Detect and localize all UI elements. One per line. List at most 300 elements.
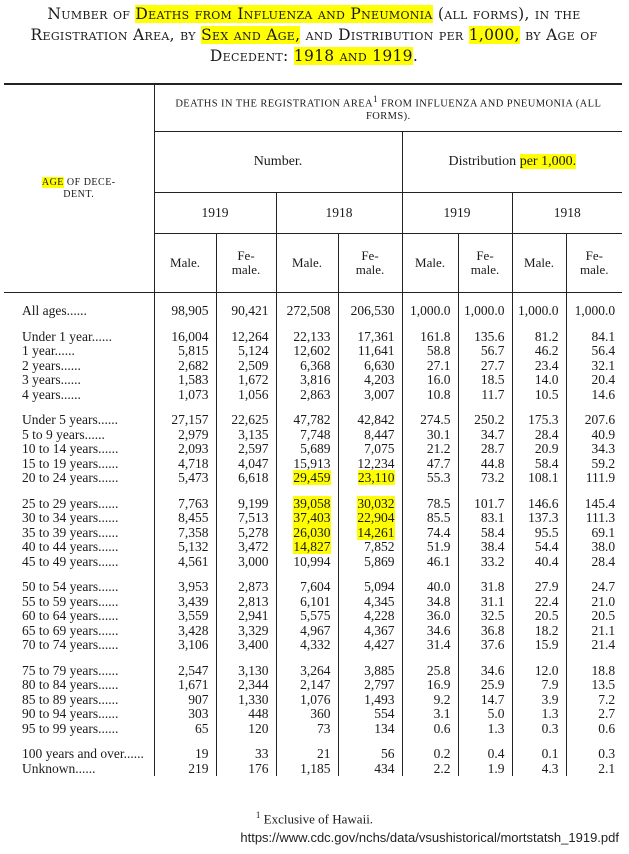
table-row bbox=[4, 678, 622, 693]
value-cell: 16,004 bbox=[154, 330, 216, 345]
value-cell: 1,493 bbox=[338, 693, 402, 708]
value-cell: 2,597 bbox=[216, 442, 276, 457]
value-cell: 272,508 bbox=[276, 304, 338, 319]
value-cell: 14,261 bbox=[338, 526, 402, 541]
table-row bbox=[4, 609, 622, 624]
table-row bbox=[4, 344, 622, 359]
value-cell: 3,130 bbox=[216, 664, 276, 679]
value-cell: 135.6 bbox=[458, 330, 512, 345]
value-cell: 7.9 bbox=[512, 678, 566, 693]
value-cell: 2.1 bbox=[566, 762, 622, 777]
value-cell: 11.7 bbox=[458, 388, 512, 403]
age-label: 30 to 34 years...... bbox=[22, 510, 119, 525]
age-label: 55 to 59 years...... bbox=[22, 593, 119, 609]
value-cell: 10,994 bbox=[276, 555, 338, 570]
table-row bbox=[4, 747, 622, 762]
value-cell: 28.4 bbox=[512, 428, 566, 443]
value-cell: 95.5 bbox=[512, 526, 566, 541]
table-row bbox=[4, 526, 622, 541]
value-cell: 6,101 bbox=[276, 595, 338, 610]
value-cell: 25.9 bbox=[458, 678, 512, 693]
value-cell: 2,941 bbox=[216, 609, 276, 624]
title-part: Number of bbox=[47, 5, 136, 23]
sex-header: Male. bbox=[512, 234, 566, 293]
value-cell: 14,827 bbox=[276, 540, 338, 555]
value-cell: 5,278 bbox=[216, 526, 276, 541]
table-row bbox=[4, 388, 622, 403]
footnote: $^1$ Exclusive of Hawaii. bbox=[255, 810, 374, 827]
title-part: (all forms), in the Registration Area, by bbox=[30, 5, 581, 44]
value-cell: 58.4 bbox=[458, 526, 512, 541]
table-row bbox=[4, 624, 622, 639]
value-cell: 7,748 bbox=[276, 428, 338, 443]
value-cell: 7,358 bbox=[154, 526, 216, 541]
age-label: 100 years and over...... bbox=[22, 746, 144, 761]
value-cell: 5,124 bbox=[216, 344, 276, 359]
title-highlight: 1918 and 1919 bbox=[293, 47, 413, 65]
value-cell: 161.8 bbox=[402, 330, 458, 345]
value-cell: 22,904 bbox=[338, 511, 402, 526]
value-cell: 1,185 bbox=[276, 762, 338, 777]
value-cell: 12,234 bbox=[338, 457, 402, 472]
value-cell: 18.5 bbox=[458, 373, 512, 388]
value-cell: 4,228 bbox=[338, 609, 402, 624]
value-cell: 7,513 bbox=[216, 511, 276, 526]
age-label: 35 to 39 years...... bbox=[22, 524, 119, 540]
sex-header: Fe- male. bbox=[566, 234, 622, 293]
value-cell: 34.6 bbox=[402, 624, 458, 639]
value-cell: 55.3 bbox=[402, 471, 458, 486]
value-cell: 6,618 bbox=[216, 471, 276, 486]
value-cell: 22.4 bbox=[512, 595, 566, 610]
age-label: 95 to 99 years...... bbox=[22, 720, 119, 736]
sex-header: Male. bbox=[402, 234, 458, 293]
value-cell: 32.1 bbox=[566, 359, 622, 374]
value-cell: 23,110 bbox=[338, 471, 402, 486]
age-label: 80 to 84 years...... bbox=[22, 677, 119, 692]
value-cell: 56.7 bbox=[458, 344, 512, 359]
table-row bbox=[4, 457, 622, 472]
table-body bbox=[4, 293, 622, 777]
value-cell: 22,133 bbox=[276, 330, 338, 345]
value-cell: 27.7 bbox=[458, 359, 512, 374]
value-cell: 10.5 bbox=[512, 388, 566, 403]
value-cell: 22,625 bbox=[216, 413, 276, 428]
value-cell: 32.5 bbox=[458, 609, 512, 624]
value-cell: 2,797 bbox=[338, 678, 402, 693]
value-cell: 4.3 bbox=[512, 762, 566, 777]
value-cell: 0.6 bbox=[402, 722, 458, 737]
value-cell: 3,007 bbox=[338, 388, 402, 403]
value-cell: 4,345 bbox=[338, 595, 402, 610]
table-row bbox=[4, 595, 622, 610]
value-cell: 36.8 bbox=[458, 624, 512, 639]
value-cell: 33 bbox=[216, 747, 276, 762]
value-cell: 3,264 bbox=[276, 664, 338, 679]
value-cell: 4,561 bbox=[154, 555, 216, 570]
value-cell: 4,718 bbox=[154, 457, 216, 472]
value-cell: 30,032 bbox=[338, 497, 402, 512]
main-header: DEATHS IN THE REGISTRATION AREA1 FROM INFLUENZA AND PNEUMONIA (ALL FORMS). bbox=[154, 84, 622, 132]
value-cell: 21.4 bbox=[566, 638, 622, 653]
value-cell: 1,671 bbox=[154, 678, 216, 693]
value-cell: 46.2 bbox=[512, 344, 566, 359]
value-cell: 1,672 bbox=[216, 373, 276, 388]
value-cell: 34.8 bbox=[402, 595, 458, 610]
year-header: 1919 bbox=[154, 193, 276, 234]
value-cell: 20.5 bbox=[512, 609, 566, 624]
table-row bbox=[4, 330, 622, 345]
value-cell: 33.2 bbox=[458, 555, 512, 570]
value-cell: 36.0 bbox=[402, 609, 458, 624]
value-cell: 250.2 bbox=[458, 413, 512, 428]
value-cell: 3,000 bbox=[216, 555, 276, 570]
title-part: and Distribution per bbox=[300, 26, 469, 44]
value-cell: 18.8 bbox=[566, 664, 622, 679]
value-cell: 28.4 bbox=[566, 555, 622, 570]
value-cell: 5,132 bbox=[154, 540, 216, 555]
value-cell: 14.0 bbox=[512, 373, 566, 388]
table-row bbox=[4, 428, 622, 443]
age-label: 4 years...... bbox=[22, 386, 81, 402]
value-cell: 3.1 bbox=[402, 707, 458, 722]
year-header: 1918 bbox=[512, 193, 622, 234]
value-cell: 16.0 bbox=[402, 373, 458, 388]
table-row bbox=[4, 413, 622, 428]
age-label: Unknown...... bbox=[22, 760, 96, 776]
value-cell: 10.8 bbox=[402, 388, 458, 403]
value-cell: 176 bbox=[216, 762, 276, 777]
value-cell: 15,913 bbox=[276, 457, 338, 472]
sex-header: Fe- male. bbox=[458, 234, 512, 293]
value-cell: 90,421 bbox=[216, 304, 276, 319]
value-cell: 554 bbox=[338, 707, 402, 722]
value-cell: 1.9 bbox=[458, 762, 512, 777]
value-cell: 274.5 bbox=[402, 413, 458, 428]
table-row bbox=[4, 511, 622, 526]
age-label: 5 to 9 years...... bbox=[22, 426, 105, 442]
value-cell: 1,583 bbox=[154, 373, 216, 388]
value-cell: 5,869 bbox=[338, 555, 402, 570]
value-cell: 4,203 bbox=[338, 373, 402, 388]
value-cell: 39,058 bbox=[276, 497, 338, 512]
age-label: 65 to 69 years...... bbox=[22, 622, 119, 638]
value-cell: 5,473 bbox=[154, 471, 216, 486]
value-cell: 7.2 bbox=[566, 693, 622, 708]
age-label: 40 to 44 years...... bbox=[22, 539, 119, 554]
table-row bbox=[4, 580, 622, 595]
value-cell: 37.6 bbox=[458, 638, 512, 653]
table-row bbox=[4, 373, 622, 388]
number-header: Number. bbox=[154, 132, 402, 193]
value-cell: 207.6 bbox=[566, 413, 622, 428]
value-cell: 21.0 bbox=[566, 595, 622, 610]
age-label: 1 year...... bbox=[22, 343, 75, 358]
value-cell: 5,689 bbox=[276, 442, 338, 457]
table-row bbox=[4, 707, 622, 722]
value-cell: 34.7 bbox=[458, 428, 512, 443]
table-header bbox=[4, 84, 622, 293]
age-label: 15 to 19 years...... bbox=[22, 455, 119, 471]
age-label: 70 to 74 years...... bbox=[22, 637, 119, 652]
value-cell: 9.2 bbox=[402, 693, 458, 708]
value-cell: 448 bbox=[216, 707, 276, 722]
table-row bbox=[4, 693, 622, 708]
value-cell: 14.7 bbox=[458, 693, 512, 708]
table-row bbox=[4, 540, 622, 555]
value-cell: 21.2 bbox=[402, 442, 458, 457]
value-cell: 175.3 bbox=[512, 413, 566, 428]
value-cell: 1,330 bbox=[216, 693, 276, 708]
value-cell: 12.0 bbox=[512, 664, 566, 679]
value-cell: 3,329 bbox=[216, 624, 276, 639]
value-cell: 38.4 bbox=[458, 540, 512, 555]
value-cell: 0.3 bbox=[566, 747, 622, 762]
value-cell: 30.1 bbox=[402, 428, 458, 443]
value-cell: 137.3 bbox=[512, 511, 566, 526]
age-label: 2 years...... bbox=[22, 357, 81, 373]
value-cell: 3.9 bbox=[512, 693, 566, 708]
value-cell: 111.9 bbox=[566, 471, 622, 486]
value-cell: 34.6 bbox=[458, 664, 512, 679]
value-cell: 73 bbox=[276, 722, 338, 737]
value-cell: 11,641 bbox=[338, 344, 402, 359]
value-cell: 21 bbox=[276, 747, 338, 762]
age-label: 45 to 49 years...... bbox=[22, 553, 119, 569]
value-cell: 1.3 bbox=[458, 722, 512, 737]
value-cell: 3,472 bbox=[216, 540, 276, 555]
value-cell: 434 bbox=[338, 762, 402, 777]
table-row bbox=[4, 762, 622, 777]
value-cell: 84.1 bbox=[566, 330, 622, 345]
value-cell: 3,953 bbox=[154, 580, 216, 595]
age-label: 60 to 64 years...... bbox=[22, 608, 119, 623]
value-cell: 3,885 bbox=[338, 664, 402, 679]
age-label: 75 to 79 years...... bbox=[22, 662, 119, 678]
value-cell: 1,000.0 bbox=[566, 304, 622, 319]
value-cell: 1,000.0 bbox=[402, 304, 458, 319]
title-highlight: Deaths from Influenza and Pneumonia bbox=[135, 5, 433, 23]
value-cell: 98,905 bbox=[154, 304, 216, 319]
value-cell: 1.3 bbox=[512, 707, 566, 722]
year-header: 1918 bbox=[276, 193, 402, 234]
value-cell: 58.4 bbox=[512, 457, 566, 472]
value-cell: 27.1 bbox=[402, 359, 458, 374]
value-cell: 7,075 bbox=[338, 442, 402, 457]
value-cell: 59.2 bbox=[566, 457, 622, 472]
value-cell: 37,403 bbox=[276, 511, 338, 526]
table-row bbox=[4, 497, 622, 512]
age-label: 90 to 94 years...... bbox=[22, 706, 119, 721]
value-cell: 12,264 bbox=[216, 330, 276, 345]
value-cell: 3,439 bbox=[154, 595, 216, 610]
value-cell: 15.9 bbox=[512, 638, 566, 653]
age-label: 20 to 24 years...... bbox=[22, 470, 119, 485]
value-cell: 40.0 bbox=[402, 580, 458, 595]
value-cell: 56.4 bbox=[566, 344, 622, 359]
value-cell: 46.1 bbox=[402, 555, 458, 570]
year-header: 1919 bbox=[402, 193, 512, 234]
value-cell: 27,157 bbox=[154, 413, 216, 428]
value-cell: 219 bbox=[154, 762, 216, 777]
value-cell: 20.9 bbox=[512, 442, 566, 457]
value-cell: 47.7 bbox=[402, 457, 458, 472]
distribution-header: Distribution per 1,000. bbox=[402, 132, 622, 193]
value-cell: 26,030 bbox=[276, 526, 338, 541]
value-cell: 2,682 bbox=[154, 359, 216, 374]
value-cell: 4,047 bbox=[216, 457, 276, 472]
value-cell: 12,602 bbox=[276, 344, 338, 359]
value-cell: 7,852 bbox=[338, 540, 402, 555]
table-row bbox=[4, 304, 622, 319]
value-cell: 7,604 bbox=[276, 580, 338, 595]
value-cell: 0.3 bbox=[512, 722, 566, 737]
value-cell: 206,530 bbox=[338, 304, 402, 319]
value-cell: 5,815 bbox=[154, 344, 216, 359]
value-cell: 1,000.0 bbox=[458, 304, 512, 319]
value-cell: 120 bbox=[216, 722, 276, 737]
title-highlight: 1,000, bbox=[468, 26, 520, 44]
value-cell: 69.1 bbox=[566, 526, 622, 541]
sex-header: Male. bbox=[154, 234, 216, 293]
value-cell: 8,447 bbox=[338, 428, 402, 443]
data-table bbox=[4, 83, 622, 776]
sex-header: Fe- male. bbox=[338, 234, 402, 293]
table-row bbox=[4, 638, 622, 653]
value-cell: 2.7 bbox=[566, 707, 622, 722]
value-cell: 108.1 bbox=[512, 471, 566, 486]
value-cell: 0.1 bbox=[512, 747, 566, 762]
value-cell: 14.6 bbox=[566, 388, 622, 403]
table-row bbox=[4, 555, 622, 570]
age-label: 85 to 89 years...... bbox=[22, 691, 119, 707]
value-cell: 17,361 bbox=[338, 330, 402, 345]
value-cell: 907 bbox=[154, 693, 216, 708]
table-row bbox=[4, 722, 622, 737]
table-title bbox=[8, 4, 620, 67]
value-cell: 2,547 bbox=[154, 664, 216, 679]
value-cell: 56 bbox=[338, 747, 402, 762]
value-cell: 2,344 bbox=[216, 678, 276, 693]
value-cell: 16.9 bbox=[402, 678, 458, 693]
table-row bbox=[4, 442, 622, 457]
value-cell: 19 bbox=[154, 747, 216, 762]
value-cell: 20.5 bbox=[566, 609, 622, 624]
value-cell: 40.9 bbox=[566, 428, 622, 443]
value-cell: 73.2 bbox=[458, 471, 512, 486]
value-cell: 145.4 bbox=[566, 497, 622, 512]
value-cell: 38.0 bbox=[566, 540, 622, 555]
value-cell: 44.8 bbox=[458, 457, 512, 472]
value-cell: 111.3 bbox=[566, 511, 622, 526]
age-label: Under 1 year...... bbox=[22, 328, 112, 344]
value-cell: 58.8 bbox=[402, 344, 458, 359]
value-cell: 85.5 bbox=[402, 511, 458, 526]
title-part: . bbox=[412, 47, 419, 65]
value-cell: 78.5 bbox=[402, 497, 458, 512]
age-label: Under 5 years...... bbox=[22, 412, 118, 427]
value-cell: 2,093 bbox=[154, 442, 216, 457]
value-cell: 13.5 bbox=[566, 678, 622, 693]
value-cell: 18.2 bbox=[512, 624, 566, 639]
value-cell: 54.4 bbox=[512, 540, 566, 555]
age-label: 50 to 54 years...... bbox=[22, 579, 119, 594]
value-cell: 0.6 bbox=[566, 722, 622, 737]
value-cell: 28.7 bbox=[458, 442, 512, 457]
title-part: by Age of Decedent: bbox=[209, 26, 598, 65]
table-row bbox=[4, 471, 622, 486]
value-cell: 3,106 bbox=[154, 638, 216, 653]
value-cell: 303 bbox=[154, 707, 216, 722]
value-cell: 1,000.0 bbox=[512, 304, 566, 319]
value-cell: 4,332 bbox=[276, 638, 338, 653]
sex-header: Fe- male. bbox=[216, 234, 276, 293]
age-label: 3 years...... bbox=[22, 372, 81, 387]
value-cell: 146.6 bbox=[512, 497, 566, 512]
value-cell: 1,076 bbox=[276, 693, 338, 708]
value-cell: 31.1 bbox=[458, 595, 512, 610]
value-cell: 134 bbox=[338, 722, 402, 737]
value-cell: 4,967 bbox=[276, 624, 338, 639]
value-cell: 0.4 bbox=[458, 747, 512, 762]
table-row bbox=[4, 359, 622, 374]
age-column-header: AGE OF DECE- DENT. bbox=[4, 84, 154, 293]
value-cell: 2,509 bbox=[216, 359, 276, 374]
value-cell: 3,559 bbox=[154, 609, 216, 624]
value-cell: 21.1 bbox=[566, 624, 622, 639]
value-cell: 20.4 bbox=[566, 373, 622, 388]
value-cell: 3,400 bbox=[216, 638, 276, 653]
value-cell: 74.4 bbox=[402, 526, 458, 541]
value-cell: 2.2 bbox=[402, 762, 458, 777]
value-cell: 24.7 bbox=[566, 580, 622, 595]
value-cell: 31.8 bbox=[458, 580, 512, 595]
value-cell: 34.3 bbox=[566, 442, 622, 457]
value-cell: 27.9 bbox=[512, 580, 566, 595]
value-cell: 9,199 bbox=[216, 497, 276, 512]
value-cell: 3,135 bbox=[216, 428, 276, 443]
value-cell: 83.1 bbox=[458, 511, 512, 526]
value-cell: 5,094 bbox=[338, 580, 402, 595]
value-cell: 2,147 bbox=[276, 678, 338, 693]
value-cell: 40.4 bbox=[512, 555, 566, 570]
value-cell: 2,813 bbox=[216, 595, 276, 610]
value-cell: 81.2 bbox=[512, 330, 566, 345]
value-cell: 0.2 bbox=[402, 747, 458, 762]
value-cell: 42,842 bbox=[338, 413, 402, 428]
value-cell: 7,763 bbox=[154, 497, 216, 512]
age-label: 25 to 29 years...... bbox=[22, 495, 119, 511]
value-cell: 31.4 bbox=[402, 638, 458, 653]
value-cell: 1,056 bbox=[216, 388, 276, 403]
value-cell: 23.4 bbox=[512, 359, 566, 374]
value-cell: 47,782 bbox=[276, 413, 338, 428]
table-row bbox=[4, 664, 622, 679]
sex-header: Male. bbox=[276, 234, 338, 293]
value-cell: 8,455 bbox=[154, 511, 216, 526]
value-cell: 29,459 bbox=[276, 471, 338, 486]
age-label: All ages...... bbox=[22, 303, 87, 318]
value-cell: 5,575 bbox=[276, 609, 338, 624]
value-cell: 4,427 bbox=[338, 638, 402, 653]
value-cell: 3,428 bbox=[154, 624, 216, 639]
value-cell: 2,863 bbox=[276, 388, 338, 403]
value-cell: 360 bbox=[276, 707, 338, 722]
value-cell: 2,979 bbox=[154, 428, 216, 443]
value-cell: 6,630 bbox=[338, 359, 402, 374]
value-cell: 101.7 bbox=[458, 497, 512, 512]
value-cell: 65 bbox=[154, 722, 216, 737]
